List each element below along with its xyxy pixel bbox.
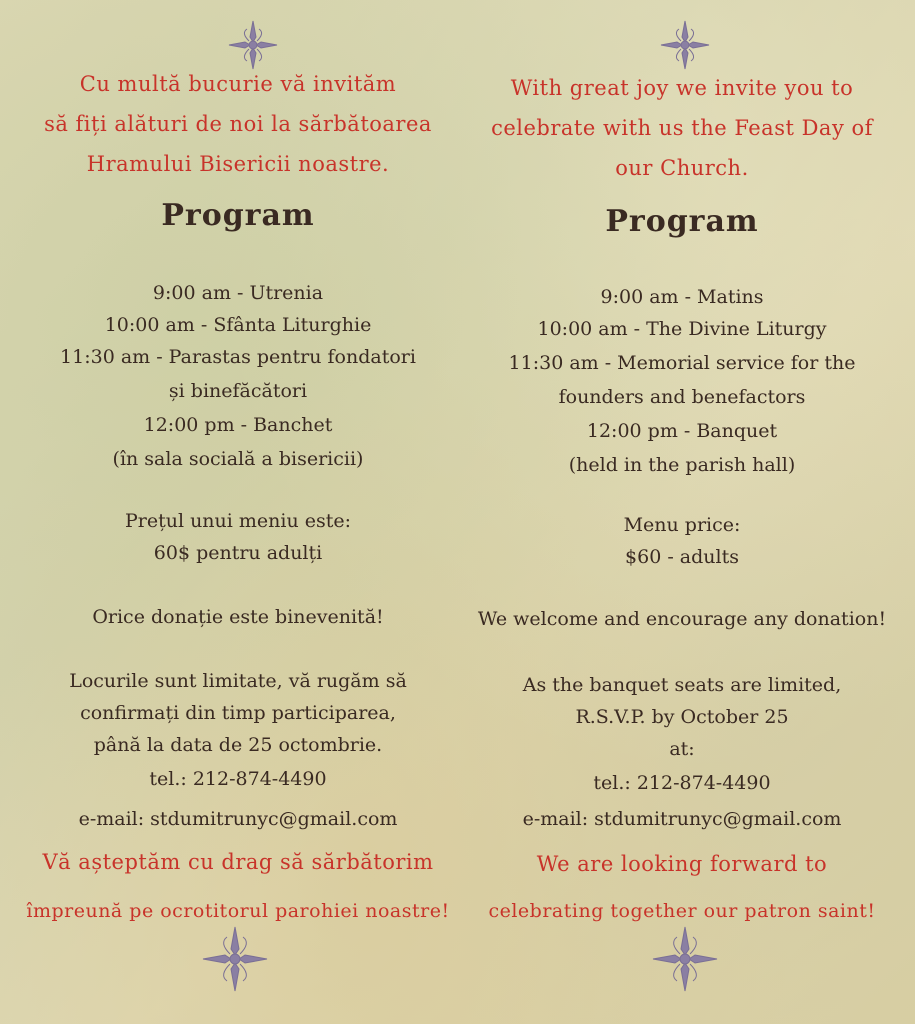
ro-closing-line: împreună pe ocrotitorul parohiei noastre! (26, 900, 450, 922)
romanian-column (18, 0, 458, 1024)
ro-donation-text: Orice donație este binevenită! (92, 606, 384, 628)
en-intro-line: celebrate with us the Feast Day of (491, 116, 873, 140)
en-rsvp-line: at: (669, 738, 695, 760)
ro-intro-line: să fiți alături de noi la sărbătoarea (44, 112, 432, 136)
ro-intro-line: Hramului Bisericii noastre. (86, 152, 390, 176)
ro-program-heading: Program (161, 198, 315, 233)
english-column (462, 0, 902, 1024)
en-program-heading: Program (605, 204, 759, 239)
en-rsvp-line: As the banquet seats are limited, (522, 674, 842, 696)
en-menu-line: Menu price: (623, 514, 741, 536)
ro-schedule-line: 11:30 am - Parastas pentru fondatori (60, 346, 416, 368)
en-intro-line: our Church. (615, 156, 749, 180)
en-schedule-line: 10:00 am - The Divine Liturgy (537, 318, 827, 340)
en-schedule-line: 9:00 am - Matins (600, 286, 764, 308)
en-rsvp-line: R.S.V.P. by October 25 (575, 706, 789, 728)
ro-email: e-mail: stdumitrunyc@gmail.com (78, 808, 398, 830)
en-menu-line: $60 - adults (625, 546, 739, 568)
en-intro-line: With great joy we invite you to (510, 76, 854, 100)
ro-schedule-line: și binefăcători (168, 380, 308, 402)
ro-menu-line: Prețul unui meniu este: (124, 510, 352, 532)
ro-closing-line: Vă așteptăm cu drag să sărbătorim (42, 850, 434, 874)
en-closing-line: We are looking forward to (536, 852, 828, 876)
ro-rsvp-line: până la data de 25 octombrie. (93, 734, 383, 756)
ro-schedule-line: 9:00 am - Utrenia (152, 282, 324, 304)
ro-schedule-line: 12:00 pm - Banchet (143, 414, 333, 436)
ro-menu-line: 60$ pentru adulți (153, 542, 323, 564)
en-schedule-line: 11:30 am - Memorial service for the (508, 352, 856, 374)
en-closing-line: celebrating together our patron saint! (488, 900, 876, 922)
en-schedule-line: 12:00 pm - Banquet (586, 420, 778, 442)
ro-rsvp-line: Locurile sunt limitate, vă rugăm să (69, 670, 407, 692)
ro-rsvp-line: confirmați din timp participarea, (80, 702, 396, 724)
en-schedule-line: (held in the parish hall) (568, 454, 796, 476)
ro-schedule-line: 10:00 am - Sfânta Liturghie (104, 314, 372, 336)
ro-schedule-line: (în sala socială a bisericii) (112, 448, 364, 470)
en-phone: tel.: 212-874-4490 (593, 772, 771, 794)
ro-phone: tel.: 212-874-4490 (149, 768, 327, 790)
en-email: e-mail: stdumitrunyc@gmail.com (522, 808, 842, 830)
ro-intro-line: Cu multă bucurie vă invităm (79, 72, 397, 96)
en-donation-text: We welcome and encourage any donation! (477, 608, 887, 630)
en-schedule-line: founders and benefactors (558, 386, 806, 408)
